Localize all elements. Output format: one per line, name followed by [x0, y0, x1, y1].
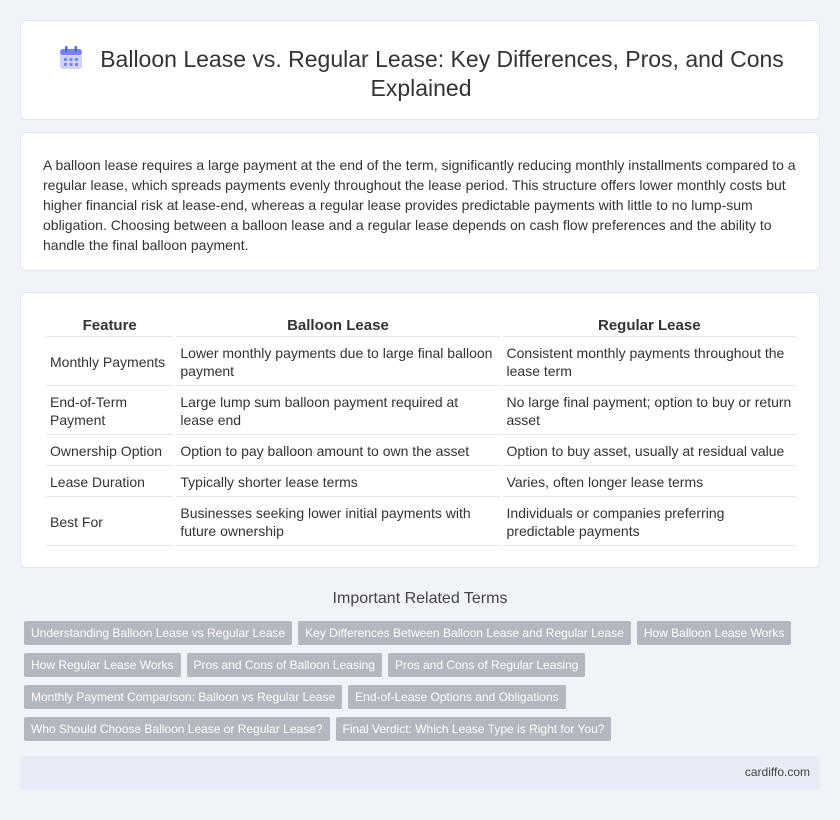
- related-terms-heading: Important Related Terms: [332, 590, 508, 607]
- table-row: [46, 386, 796, 435]
- table-cell: Individuals or companies preferring predictable payments: [503, 497, 796, 546]
- table-cell: Best For: [46, 497, 173, 546]
- table-header-row: [46, 315, 796, 337]
- related-term-link[interactable]: Pros and Cons of Regular Leasing: [388, 653, 585, 677]
- table-cell: No large final payment; option to buy or return asset: [503, 386, 796, 435]
- table-cell: Varies, often longer lease terms: [503, 466, 796, 497]
- header-card: [20, 20, 820, 120]
- related-term-link[interactable]: End-of-Lease Options and Obligations: [348, 685, 565, 709]
- related-term-link[interactable]: Pros and Cons of Balloon Leasing: [187, 653, 382, 677]
- table-cell: Businesses seeking lower initial payments with future ownership: [176, 497, 499, 546]
- table-cell: Ownership Option: [46, 435, 173, 466]
- table-cell: Large lump sum balloon payment required at lease end: [176, 386, 499, 435]
- table-cell: Monthly Payments: [46, 337, 173, 386]
- related-term-link[interactable]: How Balloon Lease Works: [637, 621, 792, 645]
- intro-paragraph: A balloon lease requires a large payment at the end of the term, significantly reducing monthly installments compared to a regular lease, which spreads payments evenly throughout the lease period. This structure offers lower monthly costs but higher financial risk at lease-end, whereas a regular lease provides predictable payments with little to no lump-sum obligation. Choosing between a balloon lease and a regular lease depends on cash flow preferences and the ability to handle the final balloon payment.: [43, 157, 796, 253]
- related-term-link[interactable]: Final Verdict: Which Lease Type is Right for You?: [336, 717, 612, 741]
- column-header: Balloon Lease: [176, 315, 499, 337]
- column-header: Feature: [46, 315, 173, 337]
- table-row: [46, 497, 796, 546]
- table-cell: Option to buy asset, usually at residual value: [503, 435, 796, 466]
- table-row: [46, 466, 796, 497]
- related-term-link[interactable]: Monthly Payment Comparison: Balloon vs Regular Lease: [24, 685, 342, 709]
- table-cell: Consistent monthly payments throughout the lease term: [503, 337, 796, 386]
- related-term-link[interactable]: Who Should Choose Balloon Lease or Regular Lease?: [24, 717, 330, 741]
- table-row: [46, 435, 796, 466]
- page-title: [21, 45, 821, 103]
- related-term-link[interactable]: Key Differences Between Balloon Lease and Regular Lease: [298, 621, 631, 645]
- table-cell: Lower monthly payments due to large final balloon payment: [176, 337, 499, 386]
- footer: [20, 756, 820, 790]
- table-cell: End-of-Term Payment: [46, 386, 173, 435]
- calendar-icon: [58, 45, 84, 71]
- column-header: Regular Lease: [503, 315, 796, 337]
- table-row: [46, 337, 796, 386]
- footer-site-link[interactable]: cardiffo.com: [744, 765, 810, 779]
- related-term-link[interactable]: How Regular Lease Works: [24, 653, 181, 677]
- table-cell: Typically shorter lease terms: [176, 466, 499, 497]
- page-title-text: Balloon Lease vs. Regular Lease: Key Differences, Pros, and Cons Explained: [100, 46, 784, 101]
- related-terms-list: [24, 621, 804, 741]
- intro-card: [20, 132, 820, 271]
- related-term-link[interactable]: Understanding Balloon Lease vs Regular Lease: [24, 621, 292, 645]
- table-cell: Option to pay balloon amount to own the asset: [176, 435, 499, 466]
- comparison-table: [43, 315, 799, 546]
- comparison-card: [20, 292, 820, 568]
- table-cell: Lease Duration: [46, 466, 173, 497]
